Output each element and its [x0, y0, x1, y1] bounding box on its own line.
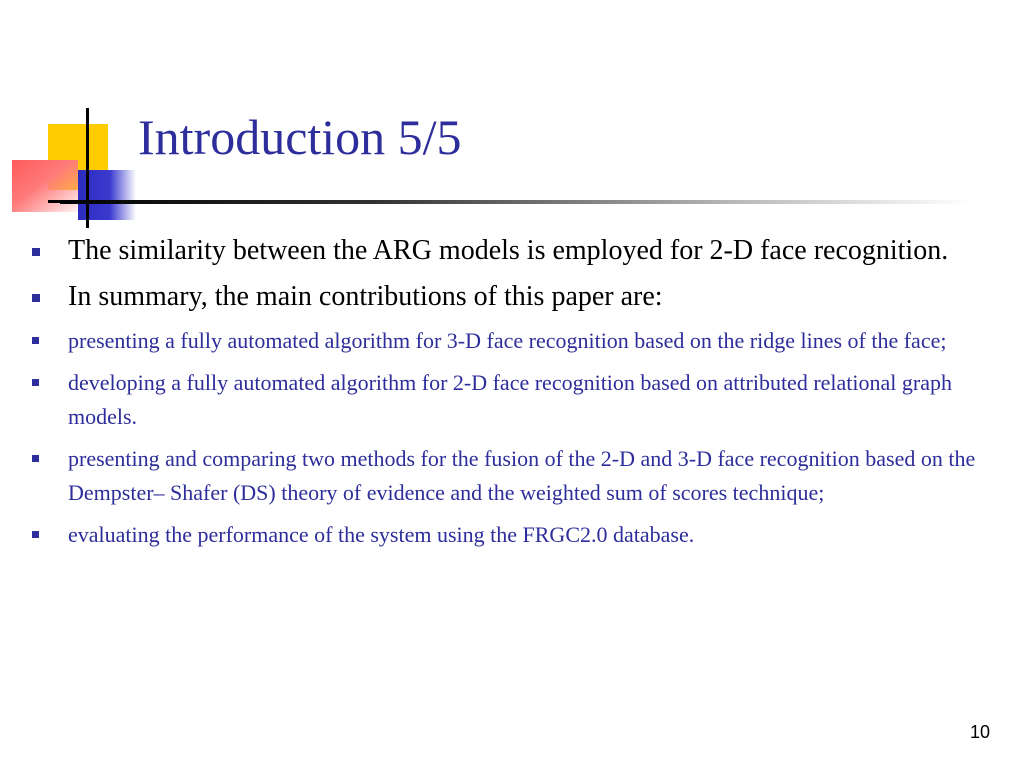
- contribution-item: [30, 366, 980, 434]
- slide-content: [30, 232, 980, 560]
- contribution-item: [30, 442, 980, 510]
- decorative-logo: [0, 0, 150, 240]
- bullet-text: The similarity between the ARG models is employed for 2-D face recognition.: [68, 235, 949, 266]
- title-underline: [60, 200, 970, 204]
- bullet-square-icon: [32, 455, 39, 462]
- bullet-square-icon: [32, 337, 39, 344]
- contribution-text: presenting and comparing two methods for the fusion of the 2-D and 3-D face recognition based on the Dempster– Shafer (DS) theory of evidence and the weighted sum of scores technique;: [68, 446, 976, 505]
- bullet-item: [30, 278, 980, 316]
- contribution-item: [30, 324, 980, 358]
- page-number: 10: [969, 722, 990, 742]
- bullet-square-icon: [32, 379, 39, 386]
- vertical-line: [86, 108, 89, 228]
- contribution-text: evaluating the performance of the system using the FRGC2.0 database.: [68, 522, 695, 547]
- bullet-square-icon: [32, 248, 40, 256]
- contribution-text: presenting a fully automated algorithm for 3-D face recognition based on the ridge lines of the face;: [68, 328, 947, 353]
- bullet-square-icon: [32, 294, 40, 302]
- bullet-square-icon: [32, 531, 39, 538]
- contribution-item: [30, 518, 980, 552]
- slide-title: Introduction 5/5: [138, 109, 462, 165]
- red-square: [12, 160, 78, 212]
- contribution-text: developing a fully automated algorithm for 2-D face recognition based on attributed relational graph models.: [68, 370, 952, 429]
- bullet-item: [30, 232, 980, 270]
- bullet-text: In summary, the main contributions of this paper are:: [68, 281, 663, 312]
